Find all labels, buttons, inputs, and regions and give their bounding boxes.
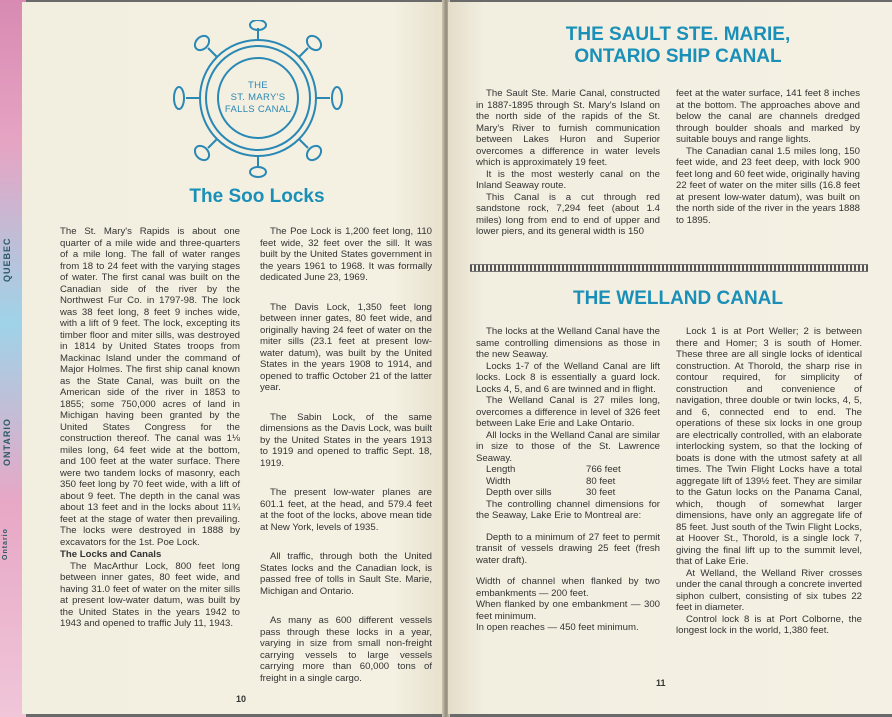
paragraph: The St. Mary's Rapids is about one quarter of a mile wide and three-quarters of a mile long. The fall of water ranges from 18 to 24 feet with the varying stages of water. The first canal was built on the Canadian side of the river by the Northwest Fur Co. in 1797-98. The lock was 38 feet long, 8 feet 9 inches wide, with a lift of 9 feet. The lock, excepting its timber floor and miter sills, was destroyed in 1814 by United States troops from Mackinac Island under the command of Major Holmes. The first ship canal known as the State Canal, was built on the American side of the river in 1853 to 1855; some 750,000 acres of land in Michigan having been granted by the United States Congress for the construction thereof. The canal was 1⅛ miles long, 64 feet wide at the bottom, and 100 feet at the water surface. There were two tandem locks of masonry, each 350 feet long by 70 feet wide, with a lift of about 9 feet. The depth in the canal was about 13 feet and in the locks about 11¾ feet at the stage of water then prevailing. The locks were destroyed in 1888 by excavators for the 1st. Poe Lock. [60,226,240,548]
edge-label-quebec: QUEBEC [2,237,12,282]
page-number-right: 11 [656,678,666,688]
paragraph: The Sabin Lock, of the same dimensions as the Davis Lock, was built by the United States in the years 1913 to 1919 and opened to traffic Sept. 18, 1919. [260,411,432,469]
paragraph: The Canadian canal 1.5 miles long, 150 feet wide, and 23 feet deep, with lock 900 feet long and 60 feet wide, originally having 22 feet of water on the miter sills (16.8 feet at present low-water datum), was built on the north side of the river in the years 1888 to 1895. [676,145,861,226]
edge-label-ontario: ONTARIO [2,418,12,466]
left-column-1 [60,226,240,630]
paragraph: feet at the water surface, 141 feet 8 inches at the bottom. The approaches above and below the canal are channels dredged through boulder shoals and marked by suitable bouys and range lights. [676,88,860,145]
paragraph: Width of channel when flanked by two embankments — 200 feet. [476,576,660,599]
left-page [22,2,445,714]
paragraph: This Canal is a cut through red sandstone rock, 7,294 feet (about 1.4 miles) long from end to end of upper and lower piers, and its general width is 150 [476,191,660,237]
spec-row [476,464,660,476]
paragraph: Control lock 8 is at Port Colborne, the longest lock in the world, 1,380 feet. [676,613,862,636]
paragraph: In open reaches — 450 feet minimum. [476,622,639,633]
spec-value: 766 feet [586,464,621,475]
paragraph: When flanked by one embankment — 300 feet minimum. [476,599,660,622]
paragraph: The controlling channel dimensions for the Seaway, Lake Erie to Montreal are: [476,498,660,521]
spec-table [476,464,660,499]
welland-column-2 [676,326,862,637]
spec-value: 30 feet [586,487,616,498]
left-column-2 [260,226,432,684]
paragraph: Depth to a minimum of 27 feet to permit transit of vessels drawing 25 feet (fresh water draft). [476,531,660,566]
right-page [448,2,892,714]
logo-line-2: ST. MARY'S [230,92,286,103]
paragraph: All locks in the Welland Canal are similar in size to those of the St. Lawrence Seaway. [476,429,660,464]
sault-title-line-1: THE SAULT STE. MARIE, [565,24,791,45]
paragraph: Locks 1-7 of the Welland Canal are lift locks. Lock 8 is essentially a guard lock. Locks 4, 5, and 6 are twinned and in flight. [476,360,660,395]
sault-title-line-2: ONTARIO SHIP CANAL [574,46,782,67]
spec-label: Length [486,464,516,475]
spec-row [476,487,660,499]
spec-value: 80 feet [586,475,616,487]
left-page-title: The Soo Locks [189,186,325,207]
welland-column-1 [476,326,660,634]
edge-label-ontario-small: Ontario [2,528,9,560]
spec-label: Depth over sills [486,487,552,498]
logo-line-1: THE [248,80,268,91]
paragraph: The Poe Lock is 1,200 feet long, 110 feet wide, 32 feet over the sill. It was built by the United States government in the years 1961 to 1968. It was formally dedicated June 23, 1969. [260,226,432,283]
sault-canal-title [508,24,848,68]
paragraph: The Davis Lock, 1,350 feet long between inner gates, 80 feet wide, and originally having 24 feet of water on the miter sills (23.1 feet at present low-water datum), was built by the United States in the years 1908 to 1914, and opened to traffic October 21 of the latter year. [260,301,432,393]
paragraph: It is the most westerly canal on the Inland Seaway route. [476,168,660,191]
page-number-left: 10 [236,694,247,704]
paragraph: At Welland, the Welland River crosses under the canal through a concrete inverted siphon culbert, consisting of six tubes 22 feet in diameter. [676,567,862,613]
paragraph: The Welland Canal is 27 miles long, overcomes a difference in level of 326 feet between Lake Erie and Lake Ontario. [476,395,660,429]
sault-column-2 [676,88,860,226]
paragraph: Lock 1 is at Port Weller; 2 is between there and Homer; 3 is south of Homer. These three are all single locks of identical construction. At Thorold, the sharp rise in contour required, for simplicity of construction and convenience of navigation, three double or twin locks, 4, 5, and 6, connected end to end. The operations of these six locks in one group are electrically controlled, with an elaborate interlocking system, so that the locking of boats is done with the utmost safety at all times. The Twin Flight Locks have a total aggregate lift of 139½ feet. They are similar to the Gatun locks on the Panama Canal, which, though of somewhat larger dimensions, have only an aggregate life of 85 feet. Just south of the Twin Flight Locks, at Hoover St., Thorold, is a single lock 7, giving the final lift up to the summit level, that of Lake Erie. [676,326,862,567]
spec-label: Width [486,475,511,487]
welland-canal-title: THE WELLAND CANAL [572,288,784,309]
paragraph: The locks at the Welland Canal have the same controlling dimensions as those in the new Seaway. [476,326,660,360]
paragraph: All traffic, through both the United States locks and the Canadian lock, is passed free of tolls in Sault Ste. Marie, Michigan and Ontario. [260,551,432,597]
paragraph: As many as 600 different vessels pass through these locks in a year, varying in size from small non-freight carrying vessels to large vessels carrying more than 60,000 tons of freight in a single cargo. [260,615,432,684]
sault-column-1 [476,88,660,238]
logo-line-3: FALLS CANAL [224,104,292,115]
paragraph: The MacArthur Lock, 800 feet long between inner gates, 80 feet wide, and having 31.0 feet of water on the miter sills at present low-water datum, was built by the United States in the years 1942 to 1943 and opened to traffic July 11, 1943. [60,560,240,629]
spec-row [476,476,660,488]
subheading-locks-and-canals: The Locks and Canals [60,549,162,560]
paragraph: The Sault Ste. Marie Canal, constructed in 1887-1895 through St. Mary's Island on the north side of the rapids of the St. Mary's River to furnish communication between Lakes Huron and Superior overcomes a difference in water levels which is approximately 19 feet. [476,88,660,168]
section-divider [470,264,868,272]
paragraph: The present low-water planes are 601.1 feet, at the head, and 579.4 feet at the foot of the locks, above mean tide at New York, levels of 1935. [260,487,432,533]
logo-text [198,80,318,116]
